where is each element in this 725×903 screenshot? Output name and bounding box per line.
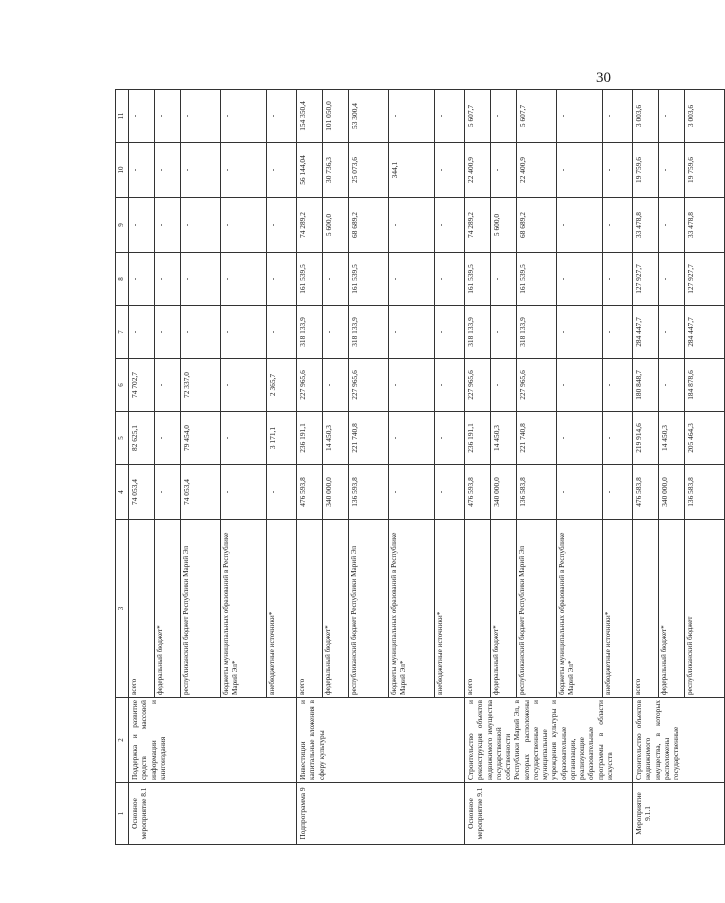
funding-source-cell: внебюджетные источники* [435, 520, 465, 698]
page-number: 30 [596, 70, 611, 86]
funding-source-cell: федеральный бюджет* [323, 520, 349, 698]
amount-cell: - [221, 359, 267, 412]
amount-cell: 68 689,2 [517, 198, 557, 253]
amount-cell: 74 289,2 [465, 198, 491, 253]
amount-cell: - [267, 306, 297, 359]
program-name-cell: Инвестиции и капитальные вложения в сферу культуры [297, 698, 465, 783]
amount-cell: - [323, 253, 349, 306]
amount-cell: - [435, 143, 465, 198]
funding-source-cell: внебюджетные источники* [267, 520, 297, 698]
amount-cell: 127 927,7 [633, 253, 659, 306]
amount-cell: 161 539,5 [517, 253, 557, 306]
amount-cell: - [435, 412, 465, 465]
rotated-page-content [115, 90, 695, 845]
funding-source-cell: республиканский бюджет Республики Марий Эл [181, 520, 221, 698]
amount-cell: 74 053,4 [129, 465, 155, 520]
amount-cell: 5 607,7 [465, 90, 491, 143]
amount-cell: - [155, 465, 181, 520]
header-cell: 3 [116, 520, 129, 698]
amount-cell: 236 191,1 [297, 412, 323, 465]
amount-cell: - [435, 253, 465, 306]
amount-cell: 22 400,9 [517, 143, 557, 198]
amount-cell: 19 759,6 [633, 143, 659, 198]
amount-cell: - [557, 359, 603, 412]
amount-cell: - [659, 306, 685, 359]
amount-cell: - [389, 198, 435, 253]
amount-cell: - [221, 465, 267, 520]
amount-cell: 33 478,8 [685, 198, 725, 253]
amount-cell: - [557, 143, 603, 198]
amount-cell: 318 133,9 [297, 306, 323, 359]
amount-cell: 318 133,9 [349, 306, 389, 359]
amount-cell: - [435, 90, 465, 143]
funding-source-cell: всего [297, 520, 323, 698]
amount-cell: 30 736,3 [323, 143, 349, 198]
amount-cell: 205 464,3 [685, 412, 725, 465]
amount-cell: 318 133,9 [465, 306, 491, 359]
amount-cell: - [267, 143, 297, 198]
header-cell: 6 [116, 359, 129, 412]
funding-source-cell: всего [129, 520, 155, 698]
budget-table [115, 89, 725, 845]
program-name-cell: Строительство объектов недвижимого имущества, в которых расположены государственные [633, 698, 725, 783]
amount-cell: 82 625,1 [129, 412, 155, 465]
amount-cell: - [181, 90, 221, 143]
header-cell: 9 [116, 198, 129, 253]
header-cell: 7 [116, 306, 129, 359]
amount-cell: 227 965,6 [349, 359, 389, 412]
amount-cell: 340 000,0 [659, 465, 685, 520]
amount-cell: 56 144,04 [297, 143, 323, 198]
amount-cell: - [221, 90, 267, 143]
amount-cell: - [491, 143, 517, 198]
funding-source-cell: республиканский бюджет [685, 520, 725, 698]
amount-cell: - [323, 306, 349, 359]
amount-cell: - [155, 412, 181, 465]
amount-cell: 74 702,7 [129, 359, 155, 412]
header-cell: 5 [116, 412, 129, 465]
amount-cell: - [491, 359, 517, 412]
amount-cell: 14 450,3 [659, 412, 685, 465]
header-cell: 4 [116, 465, 129, 520]
amount-cell: - [557, 306, 603, 359]
amount-cell: 227 965,6 [465, 359, 491, 412]
amount-cell: - [491, 306, 517, 359]
amount-cell: - [491, 253, 517, 306]
amount-cell: 3 171,1 [267, 412, 297, 465]
amount-cell: - [603, 412, 633, 465]
amount-cell: 340 000,0 [491, 465, 517, 520]
funding-source-cell: федеральный бюджет* [491, 520, 517, 698]
amount-cell: - [155, 198, 181, 253]
amount-cell: - [221, 198, 267, 253]
amount-cell: - [155, 306, 181, 359]
amount-cell: 72 337,0 [181, 359, 221, 412]
amount-cell: - [389, 412, 435, 465]
amount-cell: 476 583,8 [633, 465, 659, 520]
amount-cell: 136 583,8 [517, 465, 557, 520]
amount-cell: - [659, 198, 685, 253]
amount-cell: 3 003,6 [633, 90, 659, 143]
amount-cell: - [603, 359, 633, 412]
amount-cell: - [155, 143, 181, 198]
amount-cell: - [155, 253, 181, 306]
funding-source-cell: внебюджетные источники* [603, 520, 633, 698]
program-code-cell: Основное мероприятие 8.1 [129, 783, 297, 845]
amount-cell: 340 000,0 [323, 465, 349, 520]
program-code-cell: Мероприятие 9.1.1 [633, 783, 725, 845]
amount-cell: - [603, 198, 633, 253]
amount-cell: 344,1 [389, 143, 435, 198]
amount-cell: 136 593,8 [349, 465, 389, 520]
amount-cell: 33 478,8 [633, 198, 659, 253]
funding-source-cell: бюджеты муниципальных образований в Республике Марий Эл* [389, 520, 435, 698]
amount-cell: - [389, 90, 435, 143]
table-row [633, 90, 659, 845]
amount-cell: 3 003,6 [685, 90, 725, 143]
amount-cell: 68 689,2 [349, 198, 389, 253]
funding-source-cell: всего [465, 520, 491, 698]
amount-cell: 53 300,4 [349, 90, 389, 143]
amount-cell: - [221, 306, 267, 359]
amount-cell: 5 600,0 [491, 198, 517, 253]
amount-cell: 236 191,1 [465, 412, 491, 465]
amount-cell: - [435, 306, 465, 359]
program-code-cell: Основное мероприятие 9.1 [465, 783, 633, 845]
amount-cell: 318 133,9 [517, 306, 557, 359]
amount-cell: - [267, 253, 297, 306]
amount-cell: 101 050,0 [323, 90, 349, 143]
amount-cell: - [603, 143, 633, 198]
funding-source-cell: федеральный бюджет* [155, 520, 181, 698]
program-name-cell: Поддержка и развитие средств массовой информации и книгоиздания [129, 698, 297, 783]
amount-cell: - [221, 412, 267, 465]
amount-cell: 161 539,5 [465, 253, 491, 306]
amount-cell: - [181, 143, 221, 198]
header-cell: 11 [116, 90, 129, 143]
amount-cell: - [603, 306, 633, 359]
amount-cell: 219 914,6 [633, 412, 659, 465]
amount-cell: 227 965,6 [297, 359, 323, 412]
amount-cell: - [181, 198, 221, 253]
amount-cell: - [389, 253, 435, 306]
amount-cell: - [435, 465, 465, 520]
amount-cell: 19 759,6 [685, 143, 725, 198]
amount-cell: - [129, 90, 155, 143]
amount-cell: 127 927,7 [685, 253, 725, 306]
amount-cell: - [181, 253, 221, 306]
amount-cell: 221 740,8 [517, 412, 557, 465]
amount-cell: 5 600,0 [323, 198, 349, 253]
amount-cell: - [389, 306, 435, 359]
amount-cell: - [389, 359, 435, 412]
amount-cell: 161 539,5 [297, 253, 323, 306]
amount-cell: - [129, 253, 155, 306]
funding-source-cell: республиканский бюджет Республики Марий Эл [349, 520, 389, 698]
funding-source-cell: бюджеты муниципальных образований в Республике Марий Эл* [221, 520, 267, 698]
amount-cell: - [557, 198, 603, 253]
amount-cell: - [435, 198, 465, 253]
header-cell: 10 [116, 143, 129, 198]
header-cell: 8 [116, 253, 129, 306]
amount-cell: - [267, 198, 297, 253]
funding-source-cell: федеральный бюджет* [659, 520, 685, 698]
amount-cell: - [603, 90, 633, 143]
funding-source-cell: бюджеты муниципальных образований в Республике Марий Эл* [557, 520, 603, 698]
header-cell: 1 [116, 783, 129, 845]
table-row [129, 90, 155, 845]
amount-cell: - [557, 412, 603, 465]
amount-cell: 284 447,7 [633, 306, 659, 359]
amount-cell: - [603, 253, 633, 306]
amount-cell: - [389, 465, 435, 520]
amount-cell: - [659, 359, 685, 412]
amount-cell: 221 740,8 [349, 412, 389, 465]
amount-cell: - [557, 465, 603, 520]
amount-cell: - [603, 465, 633, 520]
amount-cell: 74 289,2 [297, 198, 323, 253]
amount-cell: - [659, 253, 685, 306]
amount-cell: 14 450,3 [323, 412, 349, 465]
amount-cell: - [267, 90, 297, 143]
program-name-cell: Строительство и реконструкция объектов недвижимого имущества государственной собственности Республики Марий Эл, в которых расположены государственные и муниципальные учреждения культуры и образовательные организации, реализующие образовательные программы в области искусств [465, 698, 633, 783]
amount-cell: - [267, 465, 297, 520]
header-cell: 2 [116, 698, 129, 783]
amount-cell: - [557, 253, 603, 306]
amount-cell: - [181, 306, 221, 359]
amount-cell: 154 350,4 [297, 90, 323, 143]
amount-cell: - [557, 90, 603, 143]
amount-cell: - [221, 143, 267, 198]
amount-cell: 284 447,7 [685, 306, 725, 359]
amount-cell: - [491, 90, 517, 143]
amount-cell: 74 053,4 [181, 465, 221, 520]
amount-cell: 184 878,6 [685, 359, 725, 412]
amount-cell: - [323, 359, 349, 412]
amount-cell: - [659, 90, 685, 143]
amount-cell: 5 607,7 [517, 90, 557, 143]
amount-cell: 476 593,8 [297, 465, 323, 520]
amount-cell: - [155, 90, 181, 143]
amount-cell: - [129, 306, 155, 359]
table-row [297, 90, 323, 845]
amount-cell: - [435, 359, 465, 412]
amount-cell: - [129, 198, 155, 253]
amount-cell: - [155, 359, 181, 412]
amount-cell: - [129, 143, 155, 198]
amount-cell: 22 400,9 [465, 143, 491, 198]
header-row [116, 90, 129, 845]
amount-cell: 14 450,3 [491, 412, 517, 465]
amount-cell: 136 583,8 [685, 465, 725, 520]
table-row [465, 90, 491, 845]
funding-source-cell: всего [633, 520, 659, 698]
funding-source-cell: республиканский бюджет Республики Марий Эл [517, 520, 557, 698]
amount-cell: - [659, 143, 685, 198]
amount-cell: 79 454,0 [181, 412, 221, 465]
amount-cell: 476 593,8 [465, 465, 491, 520]
table-body [129, 90, 725, 845]
amount-cell: 2 365,7 [267, 359, 297, 412]
amount-cell: - [221, 253, 267, 306]
program-code-cell: Подпрограмма 9 [297, 783, 465, 845]
amount-cell: 180 848,7 [633, 359, 659, 412]
amount-cell: 161 539,5 [349, 253, 389, 306]
amount-cell: 227 965,6 [517, 359, 557, 412]
amount-cell: 25 073,6 [349, 143, 389, 198]
